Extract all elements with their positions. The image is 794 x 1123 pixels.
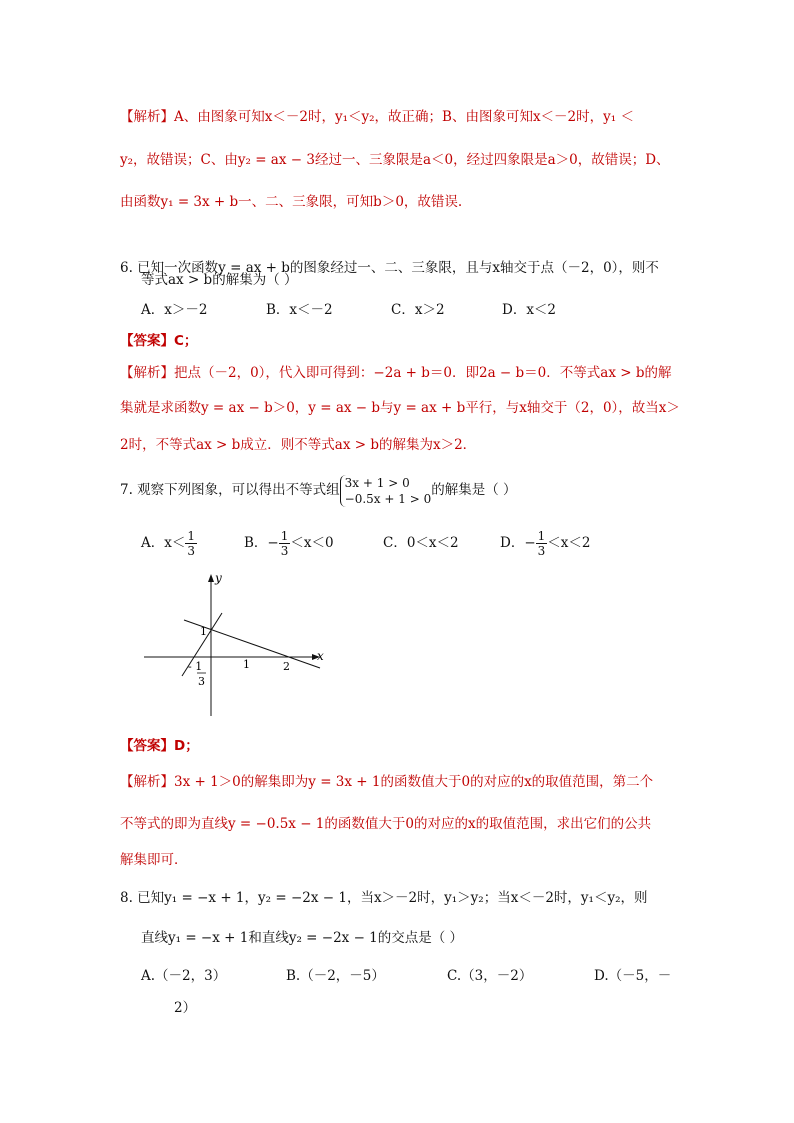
q6-option-d: D．x＜2 — [502, 302, 557, 318]
fraction-denominator: 3 — [187, 544, 196, 558]
x-axis-label: x — [317, 649, 324, 663]
q7-option-d-fraction — [536, 529, 548, 558]
q7-system-line-1: 3x + 1 > 0 — [344, 475, 410, 490]
x-tick-label-neg-third-num: - 1 — [188, 660, 203, 673]
q8-option-d: D.（－5，－ — [594, 968, 672, 984]
q8-option-d-continued: 2） — [174, 1000, 197, 1016]
q7-stem-prefix: 7. 观察下列图象，可以得出不等式组 — [120, 482, 340, 498]
q7-option-b-suffix: ＜x＜0 — [290, 535, 334, 551]
y-axis-arrow-icon — [208, 574, 214, 582]
q7-answer: 【答案】D； — [120, 738, 199, 754]
y-axis-label: y — [215, 571, 222, 585]
fraction-numerator: 1 — [537, 529, 546, 543]
x-tick-label-2: 2 — [283, 660, 290, 673]
q8-option-c: C.（3，－2） — [447, 968, 533, 984]
q8-stem-line-1: 8. 已知y₁ = −x + 1，y₂ = −2x − 1，当x＞－2时，y₁＞y₂；当x＜－2时，y₁＜y₂，则 — [120, 890, 648, 906]
q7-option-c: C．0＜x＜2 — [383, 535, 459, 551]
q7-option-a-text: A．x＜ — [141, 535, 186, 551]
q5-explanation-line-2: y₂，故错误；C、由y₂ = ax − 3经过一、三象限是a＜0，经过四象限是a＞0，故错误；D、 — [120, 152, 670, 168]
q7-explanation-line-1: 【解析】3x + 1＞0的解集即为y = 3x + 1的函数值大于0的对应的x的取值范围，第二个 — [120, 774, 654, 790]
q6-option-c: C．x＞2 — [391, 302, 445, 318]
q6-explanation-line-2: 集就是求函数y = ax − b＞0，y = ax − b与y = ax + b平行，与x轴交于（2，0），故当x＞ — [120, 400, 680, 416]
q7-system-line-2: −0.5x + 1 > 0 — [344, 491, 432, 506]
q7-option-b-fraction — [279, 529, 291, 558]
q7-stem — [120, 470, 517, 510]
q7-option-b-prefix: B．− — [244, 535, 279, 551]
q8-stem-line-2: 直线y₁ = −x + 1和直线y₂ = −2x − 1的交点是（ ） — [141, 930, 464, 946]
fraction-denominator: 3 — [280, 544, 289, 558]
q7-option-b — [244, 525, 334, 561]
q6-option-a: A．x＞－2 — [141, 302, 208, 318]
q7-option-a — [141, 525, 197, 561]
q7-option-d-prefix: D．− — [500, 535, 536, 551]
fraction-numerator: 1 — [280, 529, 289, 543]
q6-option-b: B．x＜－2 — [266, 302, 333, 318]
q7-option-d — [500, 525, 590, 561]
q6-stem-line-1: 6. 已知一次函数y = ax + b的图象经过一、二、三象限，且与x轴交于点（－2，0），则不 — [120, 260, 659, 276]
x-tick-label-1: 1 — [243, 658, 250, 671]
q8-option-b: B.（－2，－5） — [286, 968, 385, 984]
q7-explanation-line-3: 解集即可． — [120, 852, 188, 868]
q7-option-d-suffix: ＜x＜2 — [547, 535, 591, 551]
fraction-denominator: 3 — [537, 544, 546, 558]
q7-coordinate-graph — [140, 568, 330, 720]
q5-explanation-line-1: 【解析】A、由图象可知x＜－2时，y₁＜y₂，故正确；B、由图象可知x＜－2时，y₁ ＜ — [120, 109, 634, 125]
q7-inequality-system — [340, 475, 432, 507]
q5-explanation-line-3: 由函数y₁ = 3x + b一、二、三象限，可知b＞0，故错误. — [120, 194, 463, 210]
x-tick-label-neg-third-den: 3 — [198, 675, 205, 688]
q6-stem-line-2: 等式ax > b的解集为（ ） — [141, 272, 298, 288]
q6-answer: 【答案】C； — [120, 333, 198, 349]
q7-option-a-fraction — [185, 529, 197, 558]
y-tick-label-1: 1 — [200, 625, 207, 638]
q6-explanation-line-1: 【解析】把点（－2，0），代入即可得到：−2a + b＝0．即2a − b＝0．不等式ax > b的解 — [120, 365, 672, 381]
q7-explanation-line-2: 不等式的即为直线y = −0.5x − 1的函数值大于0的对应的x的取值范围，求出它们的公共 — [120, 816, 652, 832]
q6-explanation-line-3: 2时，不等式ax > b成立．则不等式ax > b的解集为x＞2． — [120, 437, 477, 453]
q8-option-a: A.（－2，3） — [141, 968, 227, 984]
q7-stem-suffix: 的解集是（ ） — [431, 482, 517, 498]
fraction-numerator: 1 — [187, 529, 196, 543]
